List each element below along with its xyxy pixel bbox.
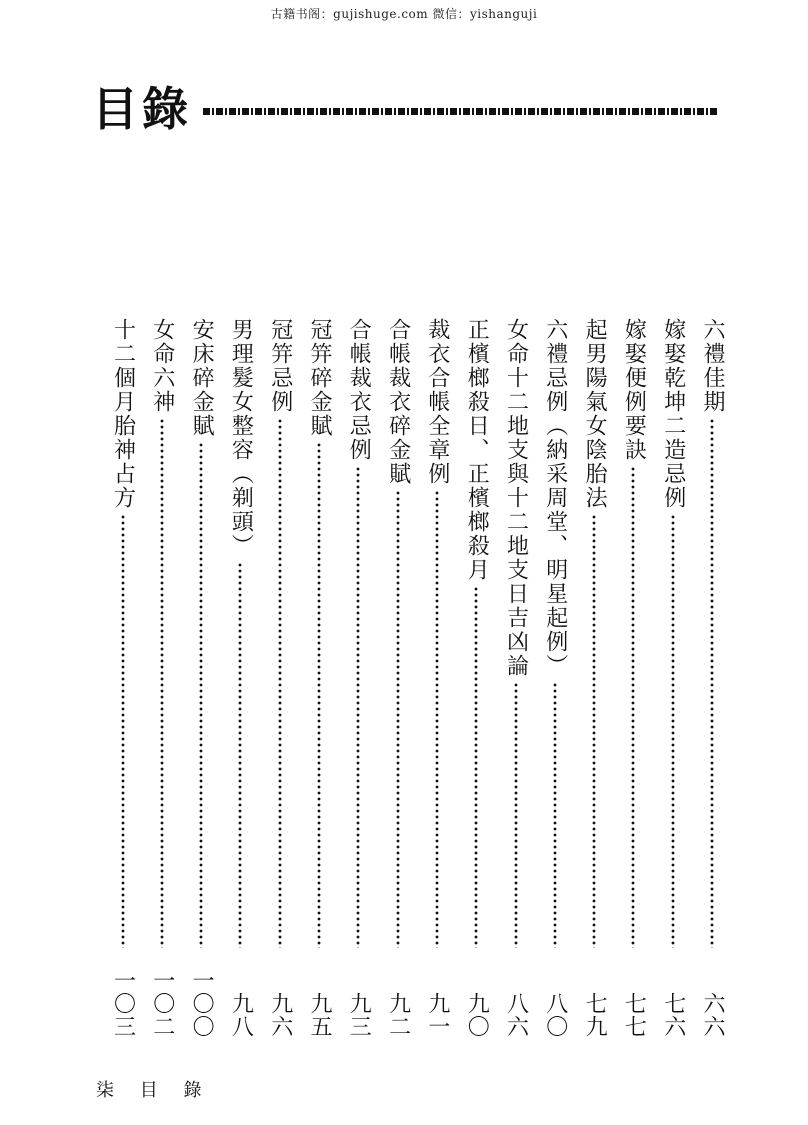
toc-entry-leader xyxy=(199,442,203,948)
toc-entry[interactable] xyxy=(580,318,608,1038)
toc-entry[interactable] xyxy=(384,318,412,1038)
toc-entry-page: 九八 xyxy=(228,992,254,1038)
toc-entry-page: 九六 xyxy=(267,992,293,1038)
watermark-text: 古籍书阁：gujishuge.com 微信：yishanguji xyxy=(270,7,538,21)
toc-entry-page: 八〇 xyxy=(542,992,568,1038)
toc-entry-title: 冠笄忌例 xyxy=(267,318,293,414)
toc-entry-page: 九〇 xyxy=(464,992,490,1038)
toc-entry-title: 冠笄碎金賦 xyxy=(307,318,332,438)
toc-entry[interactable] xyxy=(541,318,569,1038)
toc-entry[interactable] xyxy=(344,318,372,1038)
toc-entry-leader xyxy=(553,682,557,948)
toc-entry[interactable] xyxy=(109,318,137,1038)
toc-entry-page: 一〇三 xyxy=(110,969,136,1038)
toc-entry[interactable] xyxy=(423,318,451,1038)
toc-entry[interactable] xyxy=(226,318,254,1038)
toc-entry-title: 合帳裁衣碎金賦 xyxy=(385,318,411,486)
toc-entry-leader xyxy=(514,682,518,948)
page-footer: 柒 目 錄 xyxy=(96,1080,212,1101)
toc-entry[interactable] xyxy=(148,318,176,1038)
page-title: 目錄 xyxy=(92,82,192,136)
toc-entry-page: 一〇二 xyxy=(149,969,175,1038)
toc-entry-leader xyxy=(238,562,242,948)
toc-entry-title: 十二個月胎神占方 xyxy=(110,318,136,510)
toc-entry-leader xyxy=(121,514,125,948)
toc-entry-leader xyxy=(631,466,635,948)
toc-entry[interactable] xyxy=(266,318,294,1038)
toc-entry-title: 正檳榔殺日、正檳榔殺月 xyxy=(464,318,490,582)
table-of-contents xyxy=(86,318,726,1038)
toc-entry-page: 九三 xyxy=(346,992,372,1038)
toc-entry-leader xyxy=(160,418,164,948)
toc-entry-title: 女命十二地支與十二地支日吉凶論 xyxy=(503,318,529,678)
toc-entry-leader xyxy=(710,418,714,948)
toc-entry-leader xyxy=(278,418,282,948)
toc-entry-title: 裁衣合帳全章例 xyxy=(424,318,450,486)
toc-entry-page: 七九 xyxy=(582,992,608,1038)
toc-entry-title: 合帳裁衣忌例 xyxy=(346,318,372,462)
toc-entry[interactable] xyxy=(698,318,726,1038)
toc-entry-title: 男理髮女整容（剃頭） xyxy=(228,318,254,558)
toc-entry[interactable] xyxy=(462,318,490,1038)
toc-entry-page: 六六 xyxy=(700,992,725,1038)
toc-entry-title: 嫁娶便例要訣 xyxy=(621,318,647,462)
title-rule xyxy=(203,108,718,115)
toc-entry-leader xyxy=(435,490,439,948)
toc-entry-title: 六禮忌例（納采周堂、明星起例） xyxy=(542,318,568,678)
toc-entry-leader xyxy=(356,466,360,948)
toc-entry-title: 起男陽氣女陰胎法 xyxy=(582,318,608,510)
toc-entry-page: 九一 xyxy=(424,992,450,1038)
toc-entry-page: 七六 xyxy=(660,992,686,1038)
toc-entry-leader xyxy=(474,586,478,948)
toc-entry-page: 一〇〇 xyxy=(189,969,215,1038)
toc-entry-page: 八六 xyxy=(503,992,529,1038)
toc-entry-title: 女命六神 xyxy=(149,318,175,414)
toc-entry[interactable] xyxy=(502,318,530,1038)
toc-entry-page: 九五 xyxy=(307,992,332,1038)
toc-entry-title: 六禮佳期 xyxy=(700,318,725,414)
toc-entry-page: 九二 xyxy=(385,992,411,1038)
toc-entry[interactable] xyxy=(619,318,647,1038)
toc-entry[interactable] xyxy=(305,318,333,1038)
toc-entry-page: 七七 xyxy=(621,992,647,1038)
toc-entry-title: 嫁娶乾坤二造忌例 xyxy=(660,318,686,510)
toc-entry-title: 安床碎金賦 xyxy=(189,318,215,438)
toc-entry-leader xyxy=(317,442,321,948)
toc-entry[interactable] xyxy=(659,318,687,1038)
toc-entry[interactable] xyxy=(187,318,215,1038)
toc-entry-leader xyxy=(671,514,675,948)
toc-entry-leader xyxy=(396,490,400,948)
toc-entry-leader xyxy=(592,514,596,948)
